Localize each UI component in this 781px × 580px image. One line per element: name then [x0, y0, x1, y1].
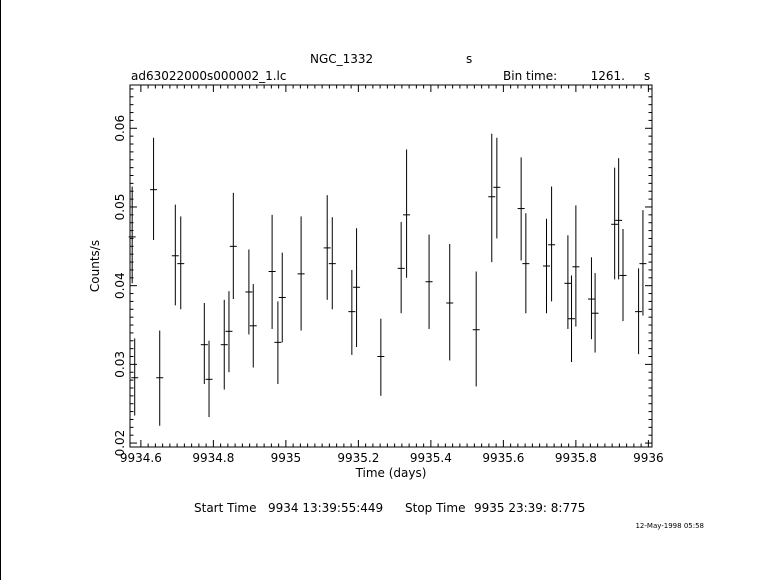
data-point: [274, 301, 281, 384]
bin-time-unit: s: [644, 69, 651, 83]
data-point: [269, 215, 276, 329]
data-point: [329, 217, 336, 309]
x-tick-label: 9934.6: [119, 451, 162, 465]
data-point: [548, 187, 555, 302]
x-tick-label: 9935.4: [409, 451, 452, 465]
data-point: [446, 244, 453, 360]
data-point: [177, 216, 184, 309]
data-point: [568, 275, 575, 362]
data-point: [245, 249, 252, 334]
plot-frame: [130, 85, 652, 447]
x-axis-label: Time (days): [355, 466, 427, 480]
data-point: [518, 157, 525, 260]
x-tick-label: 9935.2: [337, 451, 380, 465]
data-point: [230, 193, 237, 299]
y-axis-label: Counts/s: [88, 239, 102, 293]
data-point: [221, 300, 228, 390]
x-tick-label: 9935: [270, 451, 302, 465]
date-stamp: 12-May-1998 05:58: [635, 522, 704, 530]
data-point: [572, 205, 579, 326]
data-point: [324, 195, 331, 300]
data-point: [635, 268, 642, 354]
data-point: [611, 168, 618, 280]
data-point: [588, 257, 595, 339]
data-point: [150, 138, 157, 240]
y-axis-ticks: [113, 89, 652, 456]
data-point: [172, 205, 179, 306]
data-point: [493, 138, 500, 239]
object-name: NGC_1332: [310, 52, 374, 66]
bin-time-value: 1261.: [590, 69, 625, 83]
start-time-value: 9934 13:39:55:449: [268, 501, 384, 515]
y-tick-label: 0.03: [113, 351, 127, 378]
y-tick-label: 0.05: [113, 193, 127, 221]
data-point: [543, 219, 550, 313]
data-points: [129, 134, 647, 426]
y-tick-label: 0.04: [113, 272, 127, 300]
object-suffix: s: [466, 52, 473, 66]
start-time-label: Start Time: [194, 501, 257, 515]
data-point: [353, 228, 360, 347]
data-point: [426, 235, 433, 329]
data-point: [564, 235, 571, 329]
data-point: [225, 291, 232, 372]
file-name: ad63022000s000002_1.lc: [131, 69, 287, 83]
data-point: [403, 150, 410, 278]
stop-time-label: Stop Time: [405, 501, 466, 515]
x-tick-label: 9935.8: [554, 451, 597, 465]
x-tick-label: 9936: [633, 451, 664, 465]
data-point: [488, 134, 495, 262]
data-point: [639, 210, 646, 315]
data-point: [398, 222, 405, 313]
data-point: [298, 216, 305, 330]
stop-time-value: 9935 23:39: 8:775: [474, 501, 586, 515]
data-point: [615, 158, 622, 279]
x-axis-ticks: [120, 85, 664, 465]
data-point: [377, 319, 384, 396]
data-point: [201, 303, 208, 384]
bin-time-label: Bin time:: [503, 69, 558, 83]
data-point: [348, 270, 355, 355]
data-point: [279, 253, 286, 343]
data-point: [522, 213, 529, 313]
x-tick-label: 9935.6: [482, 451, 525, 465]
data-point: [473, 272, 480, 387]
data-point: [250, 284, 257, 367]
y-tick-label: 0.02: [113, 429, 127, 457]
y-tick-label: 0.06: [113, 114, 127, 142]
data-point: [206, 341, 213, 417]
data-point: [592, 273, 599, 352]
x-tick-label: 9934.8: [192, 451, 235, 465]
data-point: [620, 229, 627, 321]
data-point: [156, 331, 163, 426]
